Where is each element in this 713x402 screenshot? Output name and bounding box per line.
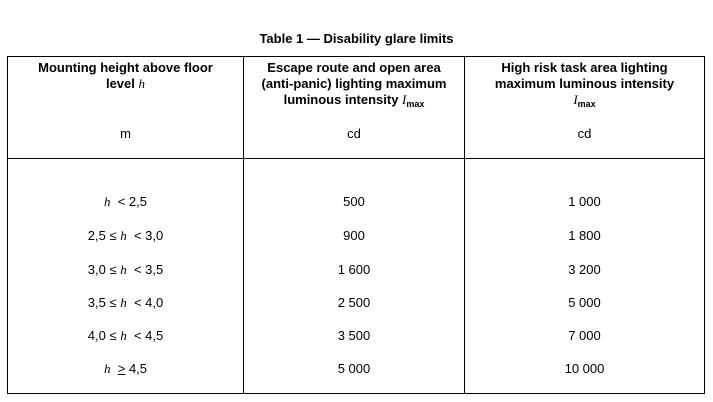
height-lower-op: ≤ [109,262,117,277]
height-ge-operator: > [117,361,126,376]
height-lower-op: ≤ [109,328,117,343]
height-upper: < 4,0 [133,295,164,310]
header-escape-route-symbol: I [402,92,407,107]
header-mounting-height-line1: Mounting height above floor [38,60,213,75]
header-escape-route-unit: cd [347,126,361,141]
height-lower: 4,0 [87,328,106,343]
height-symbol: h [103,194,111,209]
height-upper: < 2,5 [117,194,147,209]
header-escape-route-line1: Escape route and open area [267,60,441,75]
height-symbol: h [103,361,111,376]
header-mounting-height [8,57,244,159]
header-high-risk-symbol: I [573,92,578,107]
header-escape-route [244,57,465,159]
header-high-risk-line2: maximum luminous intensity [494,76,675,91]
header-high-risk [465,57,705,159]
header-high-risk-subscript: max [577,99,596,109]
height-upper: < 3,5 [133,262,164,277]
height-range-2 [8,228,243,244]
header-high-risk-line1: High risk task area lighting [501,60,668,75]
height-lower-op: ≤ [109,295,117,310]
escape-value: 5 000 [337,361,371,376]
high-risk-value: 1 800 [568,228,601,243]
height-symbol: h [120,295,127,310]
body-row [8,159,705,394]
escape-value: 900 [343,228,365,243]
height-range-3 [8,262,243,278]
column-escape-route [244,159,465,394]
header-high-risk-unit: cd [577,126,592,141]
escape-value: 2 500 [337,295,371,310]
header-row [8,57,705,159]
height-upper: < 3,0 [133,228,164,243]
height-range-5 [8,328,243,344]
header-escape-route-line3: luminous intensity [283,92,399,107]
table-caption: Table 1 — Disability glare limits [259,31,454,46]
height-symbol: h [120,328,127,343]
high-risk-value: 7 000 [568,328,601,343]
height-range-1 [8,194,243,210]
height-range-4 [8,295,243,311]
height-lower-op: ≤ [109,228,117,243]
high-risk-value: 1 000 [568,194,601,209]
header-mounting-height-symbol: h [138,76,146,91]
escape-value: 3 500 [337,328,371,343]
height-upper: < 4,5 [133,328,164,343]
height-lower: 3,0 [87,262,106,277]
escape-value: 1 600 [337,262,371,277]
high-risk-value: 10 000 [564,361,605,376]
height-symbol: h [120,228,127,243]
header-escape-route-line2: (anti-panic) lighting maximum [261,76,447,91]
header-mounting-height-unit: m [120,126,131,141]
column-mounting-height [8,159,244,394]
escape-value: 500 [343,194,365,209]
high-risk-value: 3 200 [568,262,601,277]
height-lower: 2,5 [87,228,106,243]
high-risk-value: 5 000 [568,295,601,310]
height-ge-value: 4,5 [128,361,148,376]
column-high-risk [465,159,705,394]
height-range-6 [8,361,243,377]
height-lower: 3,5 [87,295,106,310]
header-mounting-height-line2: level [105,76,135,91]
height-symbol: h [120,262,127,277]
glare-limits-table [7,56,705,394]
header-escape-route-subscript: max [406,99,425,109]
